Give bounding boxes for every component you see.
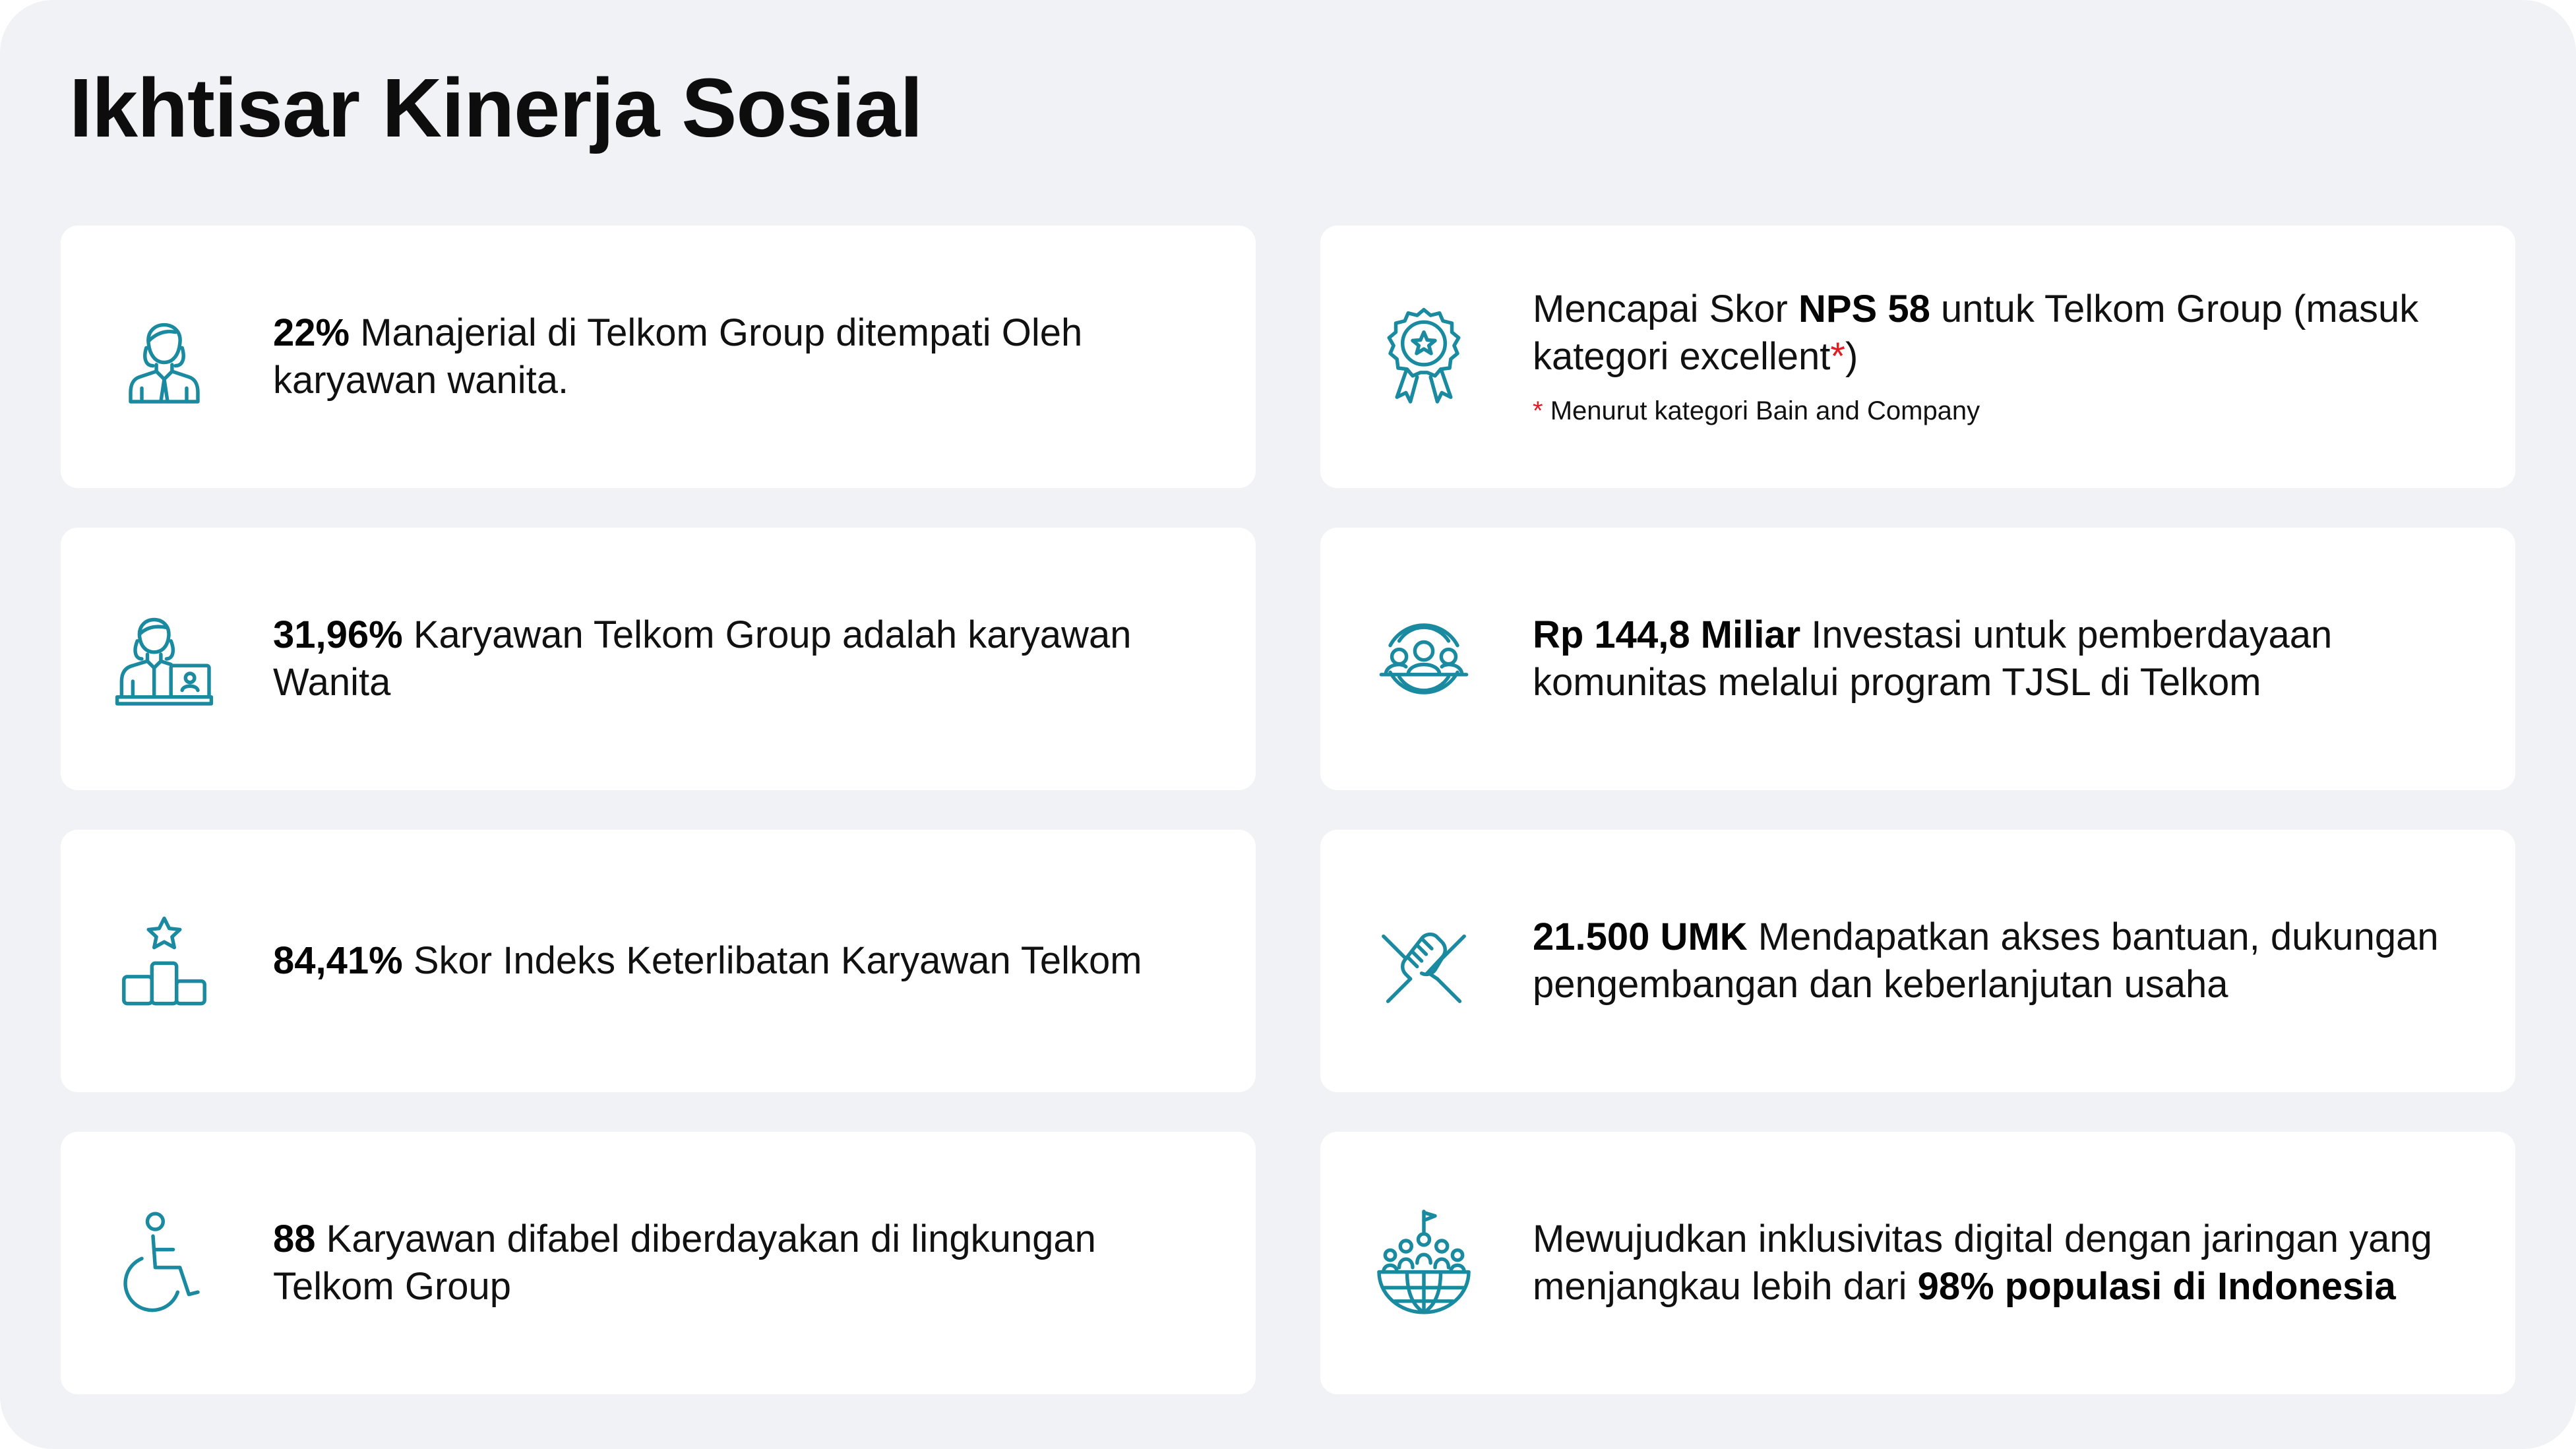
metric-card-investment bbox=[1320, 528, 2515, 790]
podium-star-icon bbox=[108, 905, 220, 1017]
metric-text bbox=[1533, 913, 2476, 1008]
female-employee-icon bbox=[108, 603, 220, 715]
handshake-icon bbox=[1368, 905, 1480, 1017]
page-title: Ikhtisar Kinerja Sosial bbox=[69, 61, 923, 154]
metric-value: Rp 144,8 Miliar bbox=[1533, 613, 1801, 656]
metric-value: 88 bbox=[273, 1218, 316, 1260]
metric-description: Skor Indeks Keterlibatan Karyawan Telkom bbox=[402, 939, 1142, 982]
metric-value: NPS 58 bbox=[1798, 288, 1930, 330]
metric-card-nps bbox=[1320, 226, 2515, 488]
metric-text bbox=[273, 611, 1216, 706]
footnote bbox=[1533, 394, 2476, 428]
metric-prefix: Mewujudkan inklusivitas digital dengan jaringan yang menjangkau lebih dari bbox=[1533, 1218, 2432, 1308]
metric-card-digital-inclusion bbox=[1320, 1132, 2515, 1394]
metric-description: Investasi untuk pemberdayaan komunitas melalui program TJSL di Telkom bbox=[1533, 613, 2333, 704]
asterisk-mark: * bbox=[1830, 335, 1845, 378]
award-badge-icon bbox=[1368, 301, 1480, 413]
metric-card-disabled-employees bbox=[61, 1132, 1256, 1394]
community-icon bbox=[1368, 603, 1480, 715]
metric-value: 98% populasi di Indonesia bbox=[1917, 1265, 2396, 1308]
metric-description: Karyawan Telkom Group adalah karyawan Wanita bbox=[273, 613, 1132, 704]
metric-text bbox=[273, 937, 1142, 985]
metric-text bbox=[1533, 286, 2476, 428]
metric-value: 22% bbox=[273, 311, 350, 354]
wheelchair-icon bbox=[108, 1207, 220, 1319]
metric-value: 84,41% bbox=[273, 939, 403, 982]
female-manager-icon bbox=[108, 301, 220, 413]
metric-description: Karyawan difabel diberdayakan di lingkungan Telkom Group bbox=[273, 1218, 1096, 1308]
footnote-mark: * bbox=[1533, 396, 1543, 425]
metrics-grid bbox=[61, 226, 2515, 1394]
metric-value: 21.500 UMK bbox=[1533, 915, 1748, 958]
metric-text bbox=[1533, 1216, 2476, 1310]
metric-description: Manajerial di Telkom Group ditempati Oleh karyawan wanita. bbox=[273, 311, 1083, 402]
metric-text bbox=[1533, 611, 2476, 706]
metric-prefix: Mencapai Skor bbox=[1533, 288, 1798, 330]
metric-card-engagement bbox=[61, 830, 1256, 1092]
globe-people-icon bbox=[1368, 1207, 1480, 1319]
footnote-text: Menurut kategori Bain and Company bbox=[1543, 396, 1980, 425]
metric-card-female-managers bbox=[61, 226, 1256, 488]
metric-suffix: ) bbox=[1845, 335, 1858, 378]
metric-description: untuk Telkom Group (masuk kategori excellent bbox=[1533, 288, 2419, 378]
metric-text bbox=[273, 1216, 1216, 1310]
metric-value: 31,96% bbox=[273, 613, 403, 656]
metric-text bbox=[273, 309, 1216, 404]
metric-card-umk bbox=[1320, 830, 2515, 1092]
metric-description: Mendapatkan akses bantuan, dukungan pengembangan dan keberlanjutan usaha bbox=[1533, 915, 2439, 1006]
metric-card-female-employees bbox=[61, 528, 1256, 790]
